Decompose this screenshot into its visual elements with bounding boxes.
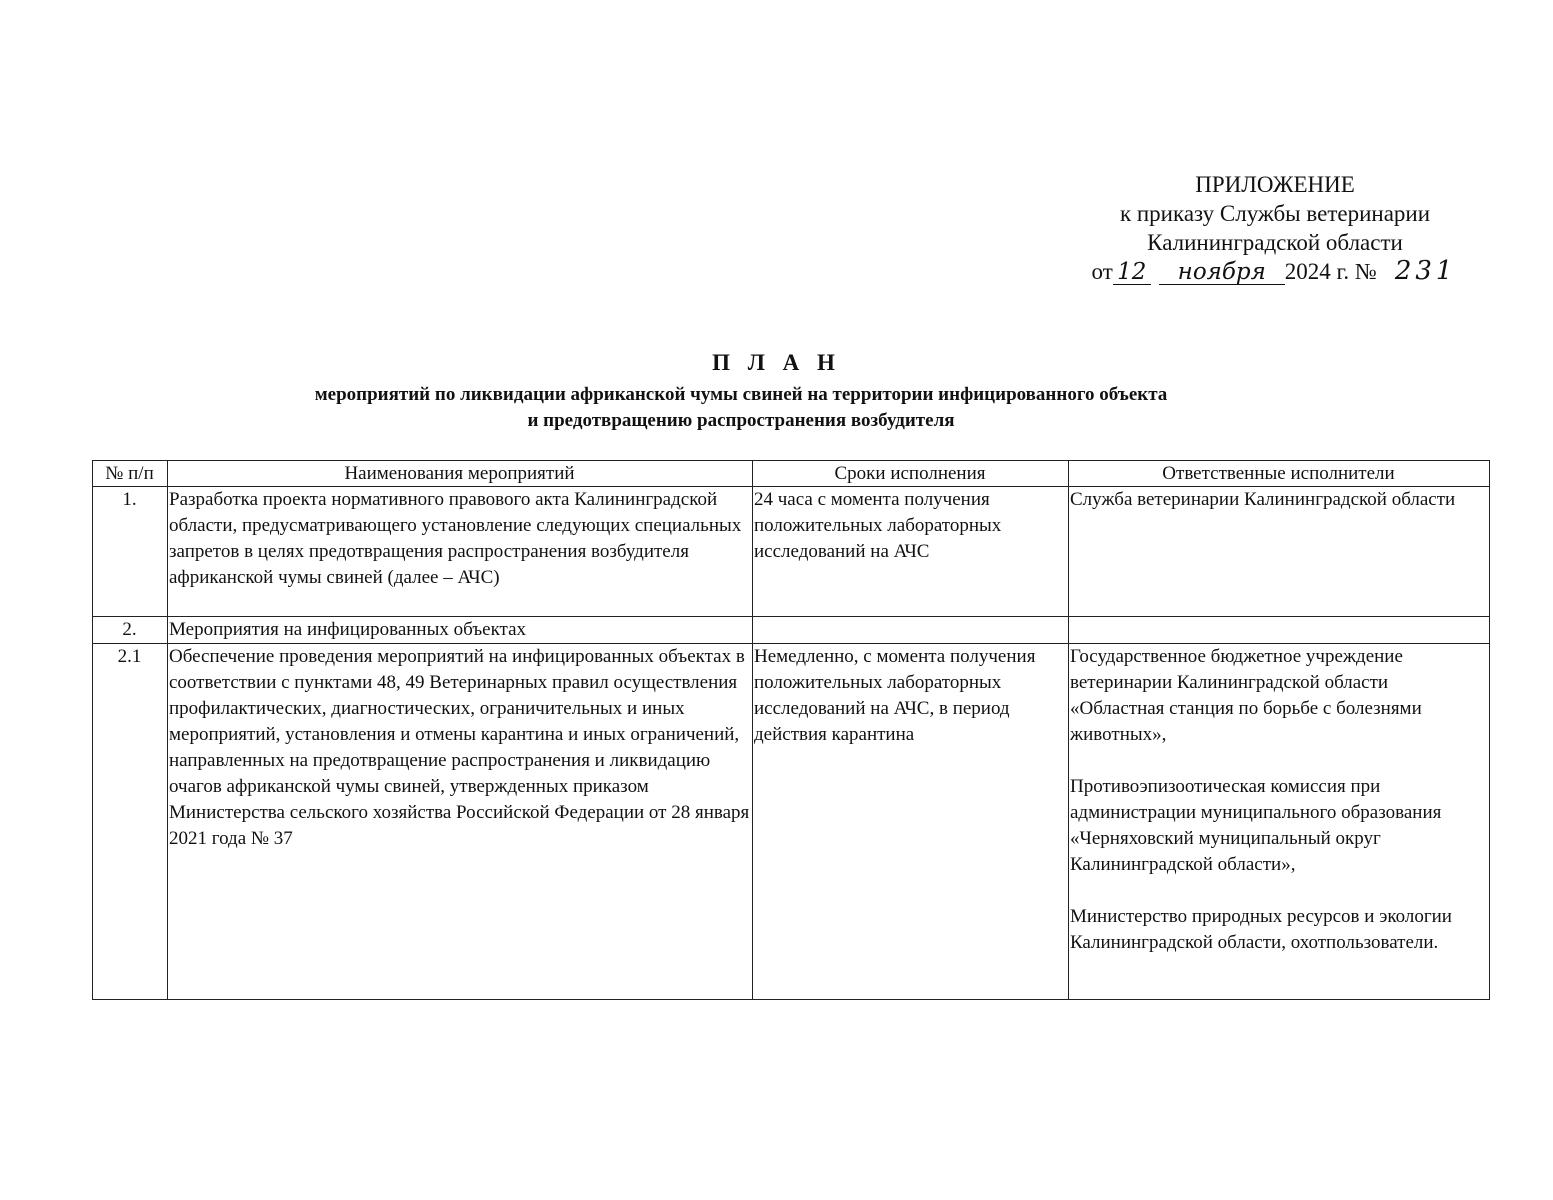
header-name: Наименования мероприятий (168, 461, 753, 487)
row-deadline: 24 часа с момента получения положительных лабораторных исследований на АЧС (753, 487, 1069, 617)
plan-table (92, 460, 1490, 1000)
handwritten-order-number: 231 (1394, 256, 1457, 286)
appendix-date-line (1040, 257, 1510, 286)
header-responsible: Ответственные исполнители (1069, 461, 1490, 487)
handwritten-month: ноября (1159, 260, 1285, 285)
responsible-commission: Противоэпизоотическая комиссия при администрации муниципального образования «Черняховский муниципальный округ Калининградской области», (1070, 776, 1442, 875)
row-deadline: Немедленно, с момента получения положительных лабораторных исследований на АЧС, в период действия карантина (753, 644, 1069, 1000)
row-deadline (753, 617, 1069, 644)
table-row (93, 644, 1490, 1000)
row-responsible (1069, 644, 1490, 1000)
plan-subtitle-line-1: мероприятий по ликвидации африканской чумы свиней на территории инфицированного объекта (314, 384, 1168, 405)
row-name: Разработка проекта нормативного правового акта Калининградской области, предусматривающего установление следующих специальных запретов в целях предотвращения распространения возбудителя африканской чумы свиней (далее – АЧС) (168, 487, 753, 617)
table-row (93, 487, 1490, 617)
row-num: 2. (93, 617, 168, 644)
appendix-block (1040, 170, 1510, 286)
appendix-title: ПРИЛОЖЕНИЕ (1195, 172, 1355, 197)
paragraph-gap (1070, 748, 1487, 774)
row-responsible (1069, 617, 1490, 644)
responsible-gbu: Государственное бюджетное учреждение ветеринарии Калининградской области «Областная станция по борьбе с болезнями животных», (1070, 646, 1422, 745)
paragraph-gap (1070, 878, 1487, 904)
table-header-row (93, 461, 1490, 487)
plan-subtitle (0, 382, 1482, 434)
row-num: 2.1 (93, 644, 168, 1000)
responsible-ministry: Министерство природных ресурсов и экологии Калининградской области, охотпользователи. (1070, 906, 1452, 953)
plan-subtitle-line-2: и предотвращению распространения возбудителя (527, 410, 955, 431)
row-num: 1. (93, 487, 168, 617)
appendix-region-line: Калининградской области (1147, 230, 1403, 255)
handwritten-day: 12 (1113, 260, 1151, 285)
header-num: № п/п (93, 461, 168, 487)
date-prefix: от (1091, 259, 1113, 284)
appendix-order-line: к приказу Службы ветеринарии (1119, 201, 1431, 226)
plan-title: П Л А Н (712, 350, 841, 375)
row-name: Мероприятия на инфицированных объектах (168, 617, 753, 644)
header-deadline: Сроки исполнения (753, 461, 1069, 487)
year-text: 2024 г. № (1284, 259, 1377, 284)
row-name: Обеспечение проведения мероприятий на инфицированных объектах в соответствии с пунктами 48, 49 Ветеринарных правил осуществления профилактических, диагностических, ограничительных и иных мероприятий, установления и отмены карантина и иных ограничений, направленных на предотвращение распространения и ликвидацию очагов африканской чумы свиней, утвержденных приказом Министерства сельского хозяйства Российской Федерации от 28 января 2021 года № 37 (168, 644, 753, 1000)
row-responsible: Служба ветеринарии Калининградской области (1069, 487, 1490, 617)
table-row (93, 617, 1490, 644)
